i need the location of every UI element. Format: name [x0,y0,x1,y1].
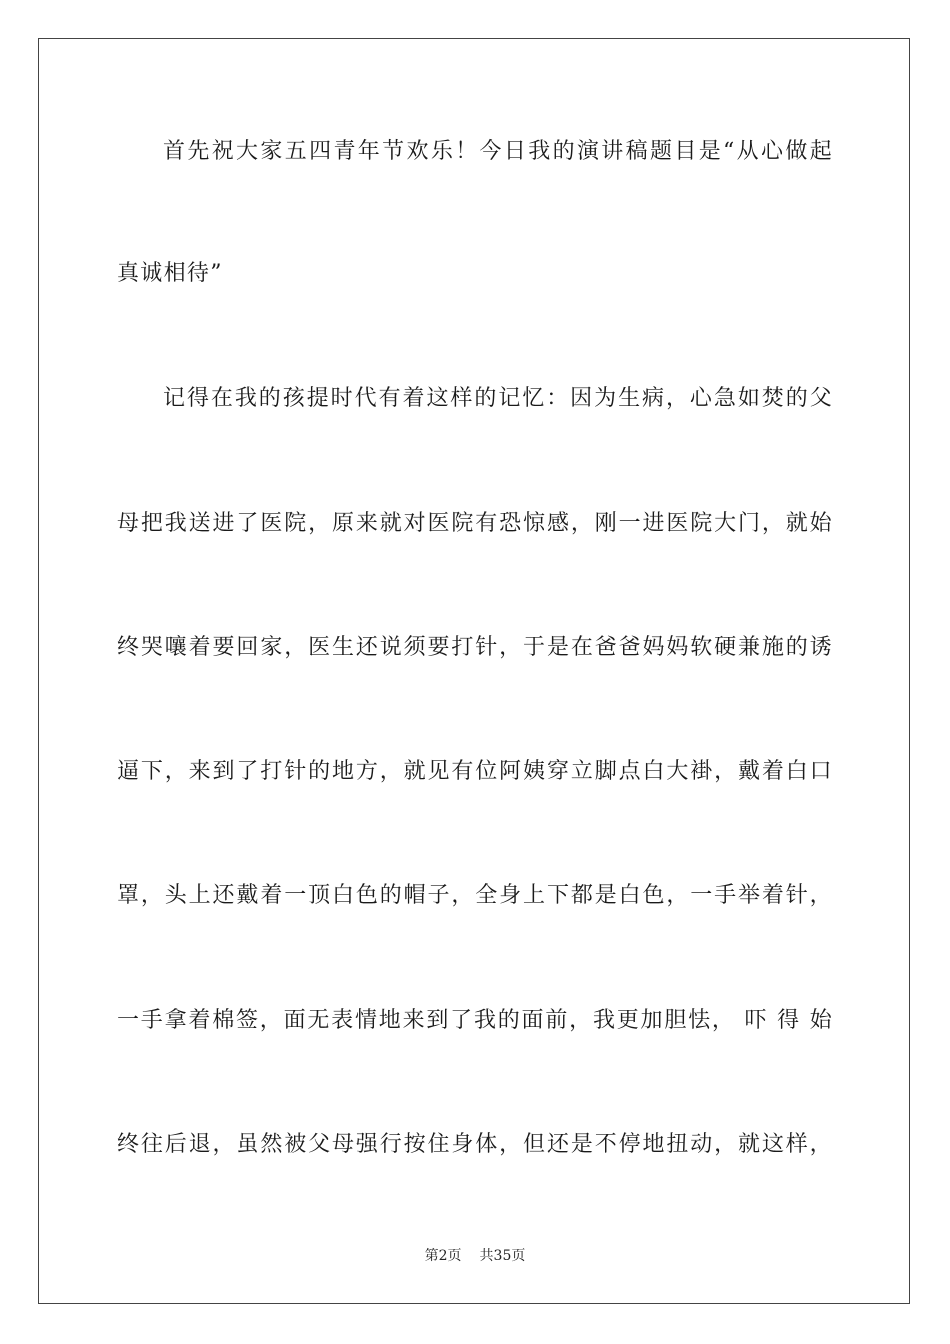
page-total: 共35页 [479,1248,526,1264]
paragraph-line: 一手拿着棉签，面无表情地来到了我的面前，我更加胆怯， 吓 得 始 [117,1008,833,1033]
paragraph-line: 真诚相待” [117,261,223,286]
paragraph-line: 母把我送进了医院，原来就对医院有恐惊感，刚一进医院大门，就始 [117,511,833,536]
paragraph-line: 逼下，来到了打针的地方，就见有位阿姨穿立脚点白大褂，戴着白口 [117,759,833,784]
paragraph-line: 终哭嚷着要回家，医生还说须要打针，于是在爸爸妈妈软硬兼施的诱 [117,635,833,660]
paragraph-line: 罩，头上还戴着一顶白色的帽子，全身上下都是白色，一手举着针， [117,883,833,908]
page-footer [0,1247,950,1265]
paragraph-line: 终往后退，虽然被父母强行按住身体，但还是不停地扭动，就这样， [117,1132,833,1157]
page-number: 第2页 [424,1248,462,1264]
paragraph-line: 记得在我的孩提时代有着这样的记忆：因为生病，心急如焚的父 [163,386,833,411]
paragraph-line: 首先祝大家五四青年节欢乐！今日我的演讲稿题目是“从心做起 [163,139,833,164]
page-border [38,38,910,1304]
